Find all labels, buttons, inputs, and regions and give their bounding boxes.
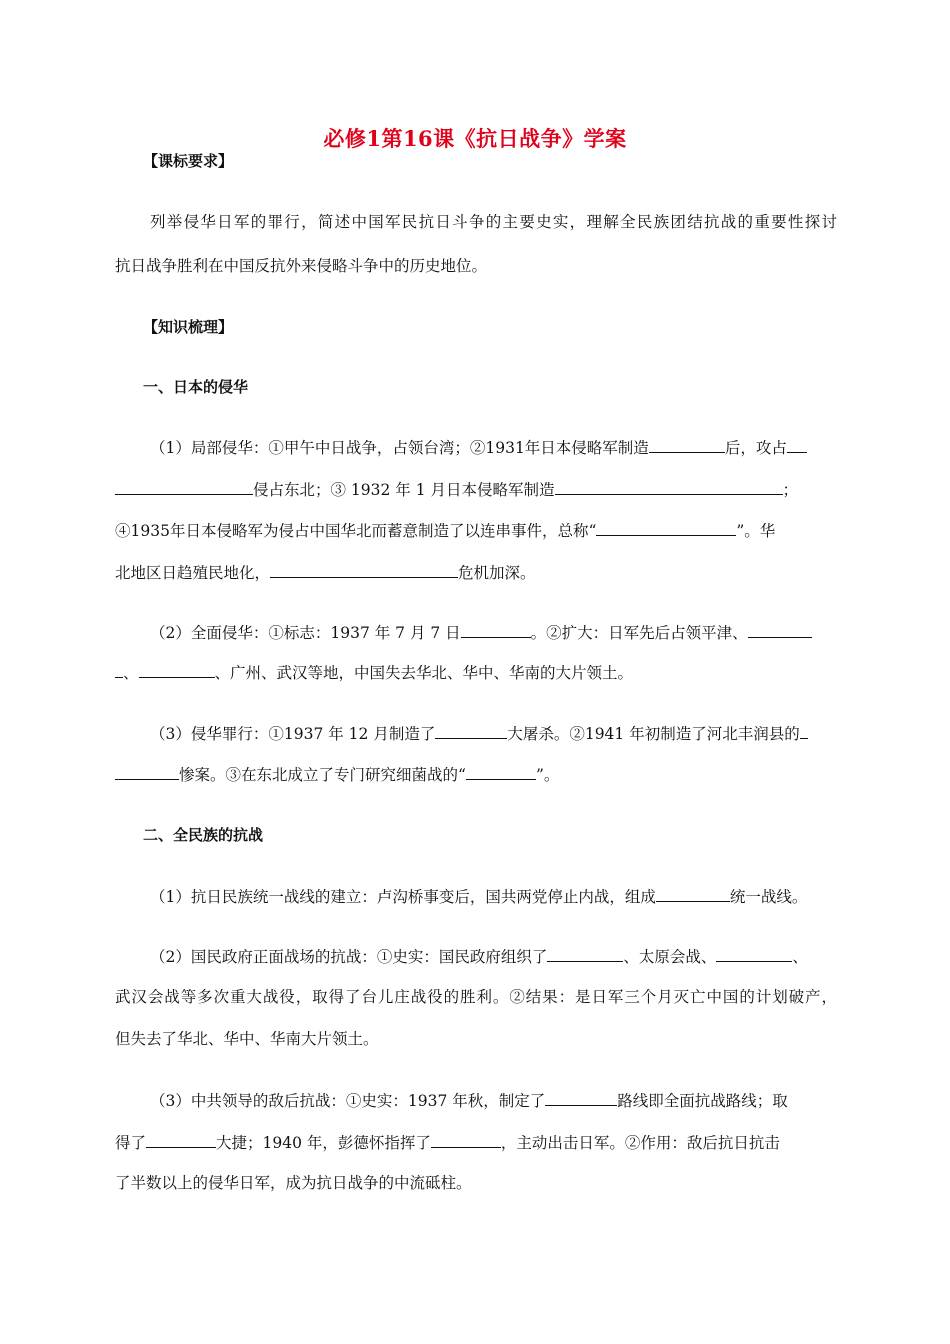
s1p3-line-2: 惨案。③在东北成立了专门研究细菌战的“ ”。 [115,763,837,786]
s2p2-line-1: （2）国民政府正面战场的抗战：①史实：国民政府组织了 、太原会战、 、 [150,945,840,968]
answer-blank[interactable] [545,1089,617,1106]
standard-line-2: 抗日战争胜利在中国反抗外来侵略斗争中的历史地位。 [115,257,488,275]
answer-blank[interactable] [748,621,812,638]
standard-line-1: 列举侵华日军的罪行，简述中国军民抗日斗争的主要史实，理解全民族团结抗战的重要性探讨 [150,213,837,231]
answer-blank[interactable] [800,722,808,739]
s1p2-line-2: 、 、广州、武汉等地，中国失去华北、华中、华南的大片领土。 [115,661,837,684]
answer-blank[interactable] [787,436,807,453]
s1p3-line-1: （3）侵华罪行：①1937 年 12 月制造了 大屠杀。②1941 年初制造了河北丰润县的 [150,722,840,745]
page-title: 必修1第16课《抗日战争》学案 [323,126,627,151]
s2p2-line-3: 但失去了华北、华中、华南大片领土。 [115,1030,379,1048]
s2p2-line-2: 武汉会战等多次重大战役，取得了台儿庄战役的胜利。②结果：是日军三个月灭亡中国的计划破产， [115,988,837,1006]
answer-blank[interactable] [115,478,253,495]
answer-blank[interactable] [716,945,792,962]
s2p3-line-3: 了半数以上的侵华日军，成为抗日战争的中流砥柱。 [115,1174,472,1192]
s2p3-line-2: 得了 大捷；1940 年，彭德怀指挥了 ，主动出击日军。②作用：敌后抗日抗击 [115,1131,837,1154]
answer-blank[interactable] [466,763,536,780]
s1p2-line-1: （2）全面侵华：①标志：1937 年 7 月 7 日 。②扩大：日军先后占领平津、 [150,621,840,644]
answer-blank[interactable] [115,661,123,678]
answer-blank[interactable] [461,621,531,638]
answer-blank[interactable] [547,945,623,962]
section-1-heading: 一、日本的侵华 [143,378,249,396]
standard-heading: 【课标要求】 [143,152,234,170]
s1p1-line-4: 北地区日趋殖民地化， 危机加深。 [115,561,837,584]
answer-blank[interactable] [431,1131,501,1148]
s1p1-line-1: （1）局部侵华：①甲午中日战争，占领台湾；②1931年日本侵略军制造 后，攻占 [150,436,840,459]
s2p3-line-1: （3）中共领导的敌后抗战：①史实：1937 年秋，制定了 路线即全面抗战路线；取 [150,1089,840,1112]
answer-blank[interactable] [139,661,215,678]
s1p1-line-3: ④1935年日本侵略军为侵占中国华北而蓄意制造了以连串事件，总称“ ”。华 [115,519,837,542]
s1p1-line-2: 侵占东北；③ 1932 年 1 月日本侵略军制造 ； [115,478,837,501]
answer-blank[interactable] [115,763,179,780]
answer-blank[interactable] [435,722,507,739]
answer-blank[interactable] [649,436,725,453]
answer-blank[interactable] [596,519,736,536]
answer-blank[interactable] [656,885,730,902]
s2p1-line-1: （1）抗日民族统一战线的建立：卢沟桥事变后，国共两党停止内战，组成 统一战线。 [150,885,840,908]
answer-blank[interactable] [270,561,458,578]
answer-blank[interactable] [555,478,783,495]
answer-blank[interactable] [146,1131,216,1148]
review-heading: 【知识梳理】 [143,318,234,336]
section-2-heading: 二、全民族的抗战 [143,826,264,844]
